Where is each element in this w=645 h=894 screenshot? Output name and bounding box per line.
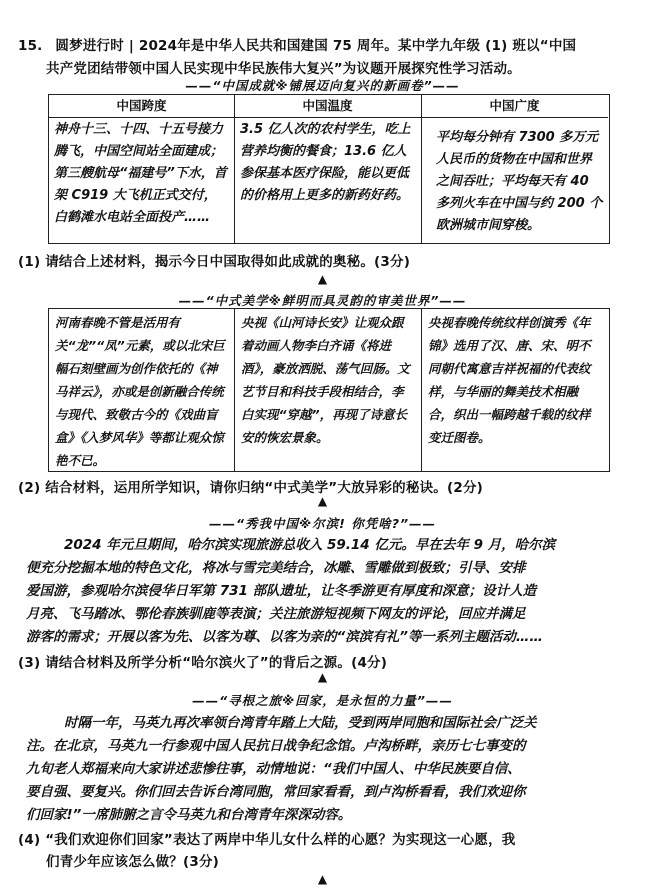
achievement-table [48,94,610,244]
table-cell-warmth: 3.5 亿人次的农村学生，吃上营养均衡的餐食；13.6 亿人参保基本医疗保险，能以更低的价格用上更多的新药好药。 [240,122,411,203]
harbin-line-4: 月亮、飞马踏冰、鄂伦春族驯鹿等表演；关注旅游短视频下网友的评论，回应并满足 [26,606,526,622]
question-intro-line2: 共产党团结带领中国人民实现中华民族伟大复兴”为议题开展探究性学习活动。 [46,61,521,77]
question-1: (1) 请结合上述材料，揭示今日中国取得如此成就的奥秘。(3分) [18,254,411,270]
homecoming-line-4: 要自强、要复兴。你们回去告诉台湾同胞，常回家看看，到卢沟桥看看，我们欢迎你 [26,784,526,800]
section2-heading: ——“中式美学※鲜明而具灵韵的审美世界”—— [178,293,467,308]
harbin-line-3: 爱国游，参观哈尔滨侵华日军第 731 部队遗址，让冬季游更有厚度和深意；设计人造 [26,583,537,599]
question-4-line2: 们青少年应该怎么做？(3分) [46,854,220,870]
question-4-line1: (4) “我们欢迎你们回家”表达了两岸中华儿女什么样的心愿？为实现这一心愿，我 [18,832,516,848]
homecoming-line-5: 们回家!”一席肺腑之言令马英九和台湾青年深深动容。 [26,807,352,823]
table-header-span: 中国跨度 [49,95,234,118]
homecoming-line-2: 注。在北京，马英九一行参观中国人民抗日战争纪念馆。卢沟桥畔，亲历七七事变的 [26,738,526,754]
question-number: 15. [18,38,43,54]
section4-heading: ——“寻根之旅※回家，是永恒的力量”—— [192,693,453,708]
table-cell-nianjin: 央视春晚传统纹样创演秀《年锦》选用了汉、唐、宋、明不同朝代寓意吉祥祝福的代表纹样，与华丽的舞美技术相融合，织出一幅跨越千载的纹样变迁图卷。 [428,315,591,445]
answer-marker: ▲ [317,872,328,886]
question-3: (3) 请结合材料及所学分析“哈尔滨火了”的背后之源。(4分) [18,655,388,671]
homecoming-line-3: 九旬老人郑福来向大家讲述悲惨往事，动情地说：“我们中国人、中华民族要自信、 [26,761,521,777]
harbin-line-1: 2024 年元旦期间，哈尔滨实现旅游总收入 59.14 亿元。早在去年 9 月，哈尔滨 [64,537,556,553]
harbin-line-2: 便充分挖掘本地的特色文化，将冰与雪完美结合，冰雕、雪雕做到极致；引导、安排 [26,560,526,576]
table-cell-changan: 央视《山河诗长安》让观众跟着动画人物李白齐诵《将进酒》，豪放洒脱、荡气回肠。文艺节目和科技手段相结合，李白实现“穿越”，再现了诗意长安的恢宏景象。 [241,315,410,445]
question-intro-text: 圆梦进行时 | 2024年是中华人民共和国建国 75 周年。某中学九年级 (1) 班以“中国 [55,38,577,54]
question-2: (2) 结合材料，运用所学知识，请你归纳“中式美学”大放异彩的秘诀。(2分) [18,480,484,496]
table-cell-henan: 河南春晚不管是活用有关“龙”“凤”元素，或以北宋巨幅石刻壁画为创作依托的《神马祥云》，亦或是创新融合传统与现代、致敬古今的《戏曲盲盒》《入梦风华》等都让观众惊艳不已。 [55,315,225,468]
question-intro-line1 [18,34,576,54]
table-header-breadth: 中国广度 [421,95,608,118]
table-cell-span: 神舟十三、十四、十五号接力腾飞，中国空间站全面建成；第三艘航母“福建号”下水，首架 C919 大飞机正式交付，白鹤滩水电站全面投产…… [54,122,227,225]
section3-heading: ——“秀我中国※尔滨! 你凭啥?”—— [208,516,437,531]
answer-marker: ▲ [317,494,328,508]
answer-marker: ▲ [317,272,328,286]
aesthetics-table [48,308,610,472]
section1-heading: ——“中国成就※铺展迈向复兴的新画卷”—— [185,78,460,93]
table-header-warmth: 中国温度 [234,95,421,118]
harbin-line-5: 游客的需求；开展以客为先、以客为尊、以客为亲的“滨滨有礼”等一系列主题活动…… [26,629,543,645]
answer-marker: ▲ [317,670,328,684]
table-cell-breadth: 平均每分钟有 7300 多万元人民币的货物在中国和世界之间吞吐；平均每天有 40 多列火车在中国与约 200 个欧洲城市间穿梭。 [436,130,603,233]
homecoming-line-1: 时隔一年，马英九再次率领台湾青年踏上大陆，受到两岸同胞和国际社会广泛关 [64,715,537,731]
